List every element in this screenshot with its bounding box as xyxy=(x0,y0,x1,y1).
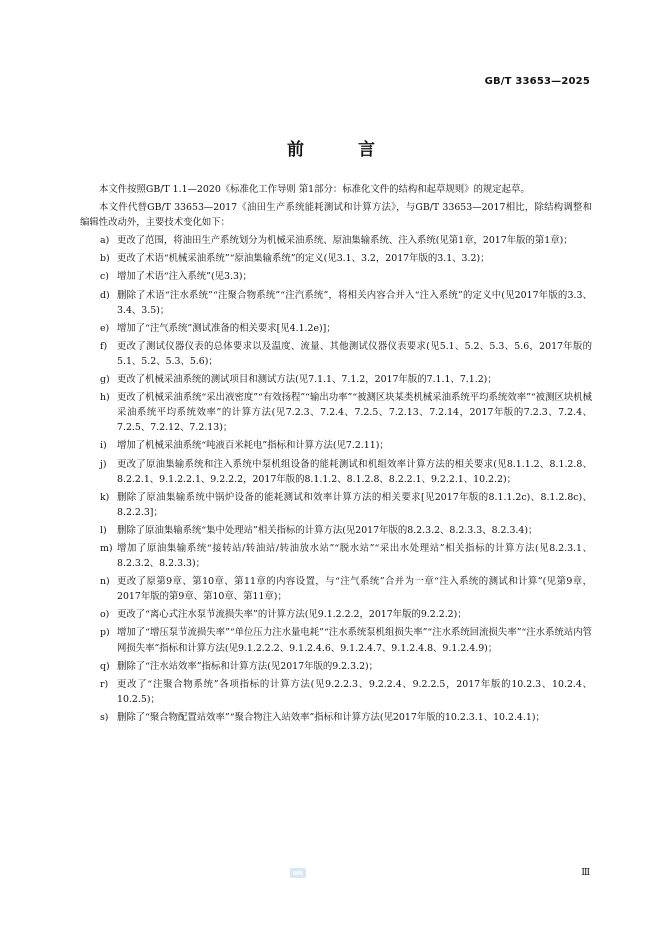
list-item-label: h) xyxy=(100,392,110,404)
list-item-text: 更改了术语“机械采油系统”“原油集输系统”的定义(见3.1、3.2，2017年版的3.1、3.2)； xyxy=(117,253,490,265)
list-item xyxy=(80,574,592,604)
list-item-text: 更改了“注聚合物系统”各项指标的计算方法(见9.2.2.3、9.2.2.4、9.2.2.5，2017年版的10.2.3、10.2.4、10.2.5)； xyxy=(117,678,592,705)
list-item-label: f) xyxy=(100,340,108,352)
list-item-text: 更改了机械采油系统的测试项目和测试方法(见7.1.1、7.1.2，2017年版的7.1.1、7.1.2)； xyxy=(117,374,497,386)
list-item-label: e) xyxy=(100,322,110,334)
list-item-label: g) xyxy=(100,374,110,386)
list-item-text: 更改了机械采油系统“采出液密度”“有效扬程”“输出功率”“被测区块某类机械采油系统平均系统效率”“被测区块机械采油系统平均系统效率”的计算方法(见7.2.3、7.2.4、7.2.5、7.2.13、7.2.14，2017年版的7.2.3、7.2.4、7.2.5、7.2.12、7.2.13)； xyxy=(117,392,592,434)
list-item-text: 增加了机械采油系统“吨液百米耗电”指标和计算方法(见7.2.11)； xyxy=(117,440,389,452)
list-item-label: i) xyxy=(100,440,107,452)
watermark-logo xyxy=(290,868,306,878)
list-item-text: 更改了原第9章、第10章、第11章的内容设置，与“注气系统”合并为一章“注入系统的测试和计算”(见第9章，2017年版的第9章、第10章、第11章)； xyxy=(117,576,592,603)
change-list xyxy=(80,233,592,725)
list-item xyxy=(80,490,592,520)
list-item xyxy=(80,523,592,538)
list-item xyxy=(80,251,592,266)
list-item-label: s) xyxy=(100,711,109,723)
list-item xyxy=(80,390,592,435)
list-item-label: r) xyxy=(100,678,109,690)
list-item xyxy=(80,710,592,725)
list-item xyxy=(80,659,592,674)
list-item-label: n) xyxy=(100,576,110,588)
list-item-label: j) xyxy=(100,458,107,470)
list-item-label: a) xyxy=(100,235,110,247)
list-item-label: l) xyxy=(100,524,107,536)
list-item-label: c) xyxy=(100,271,109,283)
list-item xyxy=(80,625,592,655)
list-item-label: o) xyxy=(100,609,110,621)
list-item xyxy=(80,457,592,487)
list-item-label: b) xyxy=(100,253,110,265)
list-item-text: 增加了术语“注入系统”(见3.3)； xyxy=(117,271,252,283)
list-item xyxy=(80,541,592,571)
list-item-text: 更改了“离心式注水泵节流损失率”的计算方法(见9.1.2.2.2，2017年版的9.2.2.2)； xyxy=(117,609,467,621)
list-item-text: 增加了原油集输系统“接转站/转油站/转油放水站”“脱水站”“采出水处理站”相关指标的计算方法(见8.2.3.1、8.2.3.2、8.2.3.3)； xyxy=(117,542,592,570)
paragraph: 本文件代替GB/T 33653—2017《油田生产系统能耗测试和计算方法》，与GB/T 33653—2017相比，除结构调整和编辑性改动外，主要技术变化如下： xyxy=(80,202,592,229)
list-item-text: 删除了“聚合物配置站效率”“聚合物注入站效率”指标和计算方法(见2017年版的10.2.3.1、10.2.4.1)； xyxy=(117,711,545,723)
list-item-text: 增加了“注气系统”测试准备的相关要求[见4.1.2e)]； xyxy=(117,322,336,334)
document-body xyxy=(80,182,592,728)
list-item-text: 增加了“增压泵节流损失率”“单位压力注水量电耗”“注水系统泵机组损失率”“注水系统回流损失率”“注水系统站内管网损失率”指标和计算方法(见9.1.2.2.2、9.1.2.4.6、9.1.2.4.7、9.1.2.4.8、9.1.2.4.9)； xyxy=(117,627,592,654)
list-item xyxy=(80,607,592,622)
list-item-text: 更改了原油集输系统和注入系统中泵机组设备的能耗测试和机组效率计算方法的相关要求(见8.1.1.2、8.1.2.8、8.2.2.1、9.1.2.2.1、9.2.2.2，2017年版的8.1.1.2、8.1.2.8、8.2.2.1、9.2.2.1、10.2.2)； xyxy=(117,458,592,485)
list-item-label: m) xyxy=(100,542,113,554)
list-item xyxy=(80,372,592,387)
list-item xyxy=(80,438,592,453)
list-item xyxy=(80,339,592,369)
list-item-text: 更改了范围，将油田生产系统划分为机械采油系统、原油集输系统、注入系统(见第1章，2017年版的第1章)； xyxy=(117,235,573,247)
list-item xyxy=(80,233,592,248)
list-item-text: 更改了测试仪器仪表的总体要求以及温度、流量、其他测试仪器仪表要求(见5.1、5.2、5.3、5.6，2017年版的5.1、5.2、5.3、5.6)； xyxy=(117,340,592,367)
list-item xyxy=(80,269,592,284)
list-item-text: 删除了“注水站效率”指标和计算方法(见2017年版的9.2.3.2)； xyxy=(117,660,379,672)
paragraph: 本文件按照GB/T 1.1—2020《标准化工作导则 第1部分：标准化文件的结构和起草规则》的规定起草。 xyxy=(99,184,530,195)
list-item xyxy=(80,288,592,318)
list-item-label: d) xyxy=(100,289,110,301)
list-item-label: k) xyxy=(100,491,110,503)
list-item-label: p) xyxy=(100,627,110,639)
standard-number: GB/T 33653—2025 xyxy=(484,76,590,87)
page-number: Ⅲ xyxy=(581,868,590,878)
list-item-text: 删除了原油集输系统中锅炉设备的能耗测试和效率计算方法的相关要求[见2017年版的8.1.1.2c)、8.1.2.8c)、8.2.2.3]； xyxy=(117,491,592,518)
page-title: 前 言 xyxy=(287,140,399,160)
list-item-label: q) xyxy=(100,660,110,672)
list-item xyxy=(80,677,592,707)
list-item xyxy=(80,321,592,336)
list-item-text: 删除了原油集输系统“集中处理站”相关指标的计算方法(见2017年版的8.2.3.2、8.2.3.3、8.2.3.4)； xyxy=(117,524,538,536)
list-item-text: 删除了术语“注水系统”“注聚合物系统”“注汽系统”，将相关内容合并入“注入系统”的定义中(见2017年版的3.3、3.4、3.5)； xyxy=(117,289,592,316)
